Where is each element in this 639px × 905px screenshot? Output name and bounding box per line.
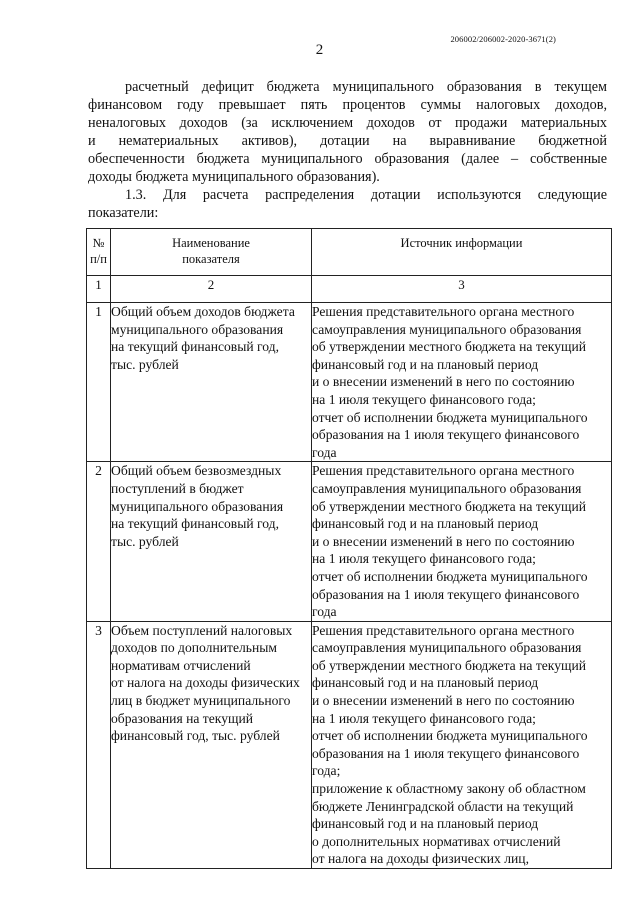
information-source	[312, 621, 612, 868]
text-line: доходов по дополнительным	[111, 640, 277, 656]
text-line: о дополнительных нормативах отчислений	[312, 833, 561, 849]
text-line: финансовом году превышает пять процентов суммы налоговых доходов,	[88, 97, 607, 113]
text-line: нормативам отчислений	[111, 657, 251, 673]
text-line: на 1 июля текущего финансового года;	[312, 551, 536, 567]
information-source	[312, 462, 612, 621]
page-number: 2	[315, 42, 324, 58]
text-line: и о внесении изменений в него по состоянию	[312, 533, 575, 549]
text-line: года;	[312, 763, 341, 779]
text-line: показатели:	[88, 205, 159, 221]
column-number: 3	[312, 276, 612, 303]
text-line: и нематериальных активов), дотации на выравнивание бюджетной	[88, 133, 607, 149]
text-line: Решения представительного органа местного	[312, 463, 575, 479]
paragraph-deficit	[88, 78, 607, 186]
text-line: на текущий финансовый год,	[111, 516, 279, 532]
indicator-name	[111, 303, 312, 462]
text-line: об утверждении местного бюджета на текущий	[312, 339, 587, 355]
text-line: тыс. рублей	[111, 533, 179, 549]
table-row	[87, 621, 612, 868]
text-line: отчет об исполнении бюджета муниципального	[312, 409, 588, 425]
header-num	[87, 229, 111, 276]
text-line: доходы бюджета муниципального образования).	[88, 169, 380, 185]
text-line: муниципального образования	[111, 498, 284, 514]
text-line: неналоговых доходов (за исключением доходов от продажи материальных	[88, 115, 607, 131]
column-number: 1	[87, 276, 111, 303]
text-line: 1.3. Для расчета распределения дотации используются следующие	[125, 187, 607, 203]
text-line: Объем поступлений налоговых	[111, 622, 293, 638]
text-line: финансовый год и на плановый период	[312, 516, 539, 532]
text-line: отчет об исполнении бюджета муниципального	[312, 568, 588, 584]
indicator-name	[111, 462, 312, 621]
text-line: года	[312, 604, 337, 620]
text-line: муниципального образования	[111, 321, 284, 337]
text-line: финансовый год, тыс. рублей	[111, 728, 280, 744]
information-source	[312, 303, 612, 462]
text-line: об утверждении местного бюджета на текущий	[312, 498, 587, 514]
text-line: образования на 1 июля текущего финансового	[312, 586, 580, 602]
column-number: 2	[111, 276, 312, 303]
table-row	[87, 462, 612, 621]
text-line: самоуправления муниципального образования	[312, 640, 582, 656]
text-line: образования на 1 июля текущего финансового	[312, 427, 580, 443]
row-number: 2	[87, 462, 111, 621]
text-line: поступлений в бюджет	[111, 480, 244, 496]
text-line: п/п	[90, 252, 107, 266]
text-line: об утверждении местного бюджета на текущий	[312, 657, 587, 673]
table-header-row	[87, 229, 612, 276]
text-line: бюджете Ленинградской области на текущий	[312, 798, 574, 814]
text-line: от налога на доходы физических лиц,	[312, 851, 529, 867]
text-line: №	[92, 236, 105, 250]
text-line: на текущий финансовый год,	[111, 339, 279, 355]
text-line: Наименование	[172, 236, 250, 250]
text-line: на 1 июля текущего финансового года;	[312, 391, 536, 407]
text-line: самоуправления муниципального образования	[312, 480, 582, 496]
paragraph-indicators-intro	[88, 186, 607, 222]
text-line: показателя	[182, 252, 240, 266]
indicators-table	[86, 228, 612, 869]
text-line: Общий объем безвозмездных	[111, 463, 282, 479]
text-line: на 1 июля текущего финансового года;	[312, 710, 536, 726]
text-line: обеспеченности бюджета муниципального образования (далее – собственные	[88, 151, 607, 167]
text-line: лиц в бюджет муниципального	[111, 693, 291, 709]
indicator-name	[111, 621, 312, 868]
text-line: приложение к областному закону об областном	[312, 781, 586, 797]
text-line: и о внесении изменений в него по состоянию	[312, 374, 575, 390]
text-line: Источник информации	[400, 236, 523, 250]
header-source	[312, 229, 612, 276]
text-line: Общий объем доходов бюджета	[111, 304, 295, 319]
text-line: от налога на доходы физических	[111, 675, 300, 691]
text-line: тыс. рублей	[111, 356, 179, 372]
text-line: финансовый год и на плановый период	[312, 816, 539, 832]
column-number-row	[87, 276, 612, 303]
text-line: Решения представительного органа местного	[312, 304, 575, 319]
row-number: 1	[87, 303, 111, 462]
row-number: 3	[87, 621, 111, 868]
text-line: самоуправления муниципального образования	[312, 321, 582, 337]
text-line: финансовый год и на плановый период	[312, 356, 539, 372]
document-number: 206002/206002-2020-3671(2)	[450, 34, 556, 44]
table-row	[87, 303, 612, 462]
text-line: образования на текущий	[111, 710, 254, 726]
text-line: Решения представительного органа местного	[312, 622, 575, 638]
text-line: образования на 1 июля текущего финансового	[312, 745, 580, 761]
text-line: финансовый год и на плановый период	[312, 675, 539, 691]
text-line: расчетный дефицит бюджета муниципального образования в текущем	[125, 79, 607, 95]
text-line: и о внесении изменений в него по состоянию	[312, 693, 575, 709]
text-line: года	[312, 444, 337, 460]
text-line: отчет об исполнении бюджета муниципального	[312, 728, 588, 744]
body-text	[88, 78, 607, 222]
header-name	[111, 229, 312, 276]
